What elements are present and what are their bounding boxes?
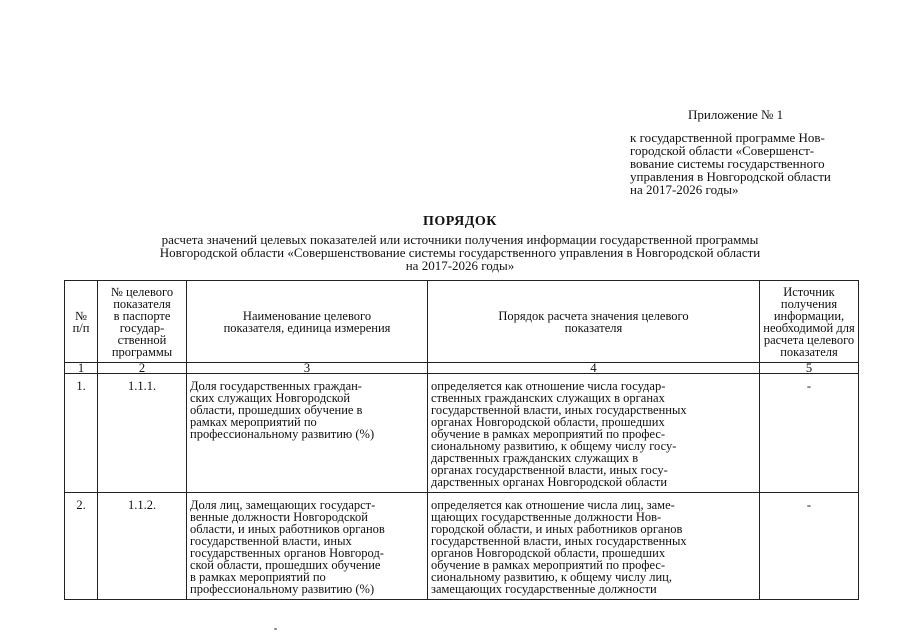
column-number: 3 [187, 363, 428, 374]
information-source: - [760, 374, 859, 493]
header-indicator-number: № целевого показателя в паспорте государ- ственной программы [98, 281, 187, 363]
appendix-block [630, 108, 870, 196]
table-header-row [65, 281, 859, 363]
table-row [65, 493, 859, 600]
column-number: 1 [65, 363, 98, 374]
header-row-number: № п/п [65, 281, 98, 363]
column-numbers-row [65, 363, 859, 374]
indicator-number: 1.1.1. [98, 374, 187, 493]
indicator-name: Доля государственных граждан- ских служащих Новгородской области, прошедших обучение в рамках мероприятий по профессиональному развитию (%) [187, 374, 428, 493]
scan-speck [274, 628, 277, 630]
appendix-title: Приложение № 1 [688, 107, 784, 122]
document-title: ПОРЯДОК [423, 214, 497, 229]
indicators-table [64, 280, 859, 600]
header-indicator-name: Наименование целевого показателя, единица измерения [187, 281, 428, 363]
header-information-source: Источник получения информации, необходимой для расчета целевого показателя [760, 281, 859, 363]
table-row [65, 374, 859, 493]
indicator-number: 1.1.2. [98, 493, 187, 600]
column-number: 5 [760, 363, 859, 374]
row-number: 1. [65, 374, 98, 493]
document-heading [90, 214, 830, 272]
calculation-method: определяется как отношение числа лиц, заме- щающих государственные должности Нов- городской области, и иных работников органов государственной власти, иных государственных органов Новгородской области, прошедших обучение в рамках мероприятий по профес- сиональному развитию, к общему числу лиц, замещающих государственные должности [428, 493, 760, 600]
appendix-text: к государственной программе Нов- городской области «Совершенст- вование системы государственного управления в Новгородской области на 2017-2026 годы» [630, 130, 831, 197]
column-number: 4 [428, 363, 760, 374]
information-source: - [760, 493, 859, 600]
calculation-method: определяется как отношение числа государ- ственных гражданских служащих в органах государственной власти, иных государственных органах Новгородской области, прошедших обучение в рамках мероприятий по профес- сиональному развитию, к общему числу госу- дарственных гражданских служащих в органах государственной власти, иных госу- дарственных органах Новгородской области [428, 374, 760, 493]
row-number: 2. [65, 493, 98, 600]
indicator-name: Доля лиц, замещающих государст- венные должности Новгородской области, и иных работников органов государственной власти, иных государственных органов Новгород- ской области, прошедших обучение в рамках мероприятий по профессиональному развитию (%) [187, 493, 428, 600]
header-calculation-method: Порядок расчета значения целевого показателя [428, 281, 760, 363]
column-number: 2 [98, 363, 187, 374]
document-subtitle: расчета значений целевых показателей или источники получения информации государственной программы Новгородской области «Совершенствование системы государственного управления в Новгородской области на 2017-2026 годы» [159, 232, 761, 273]
